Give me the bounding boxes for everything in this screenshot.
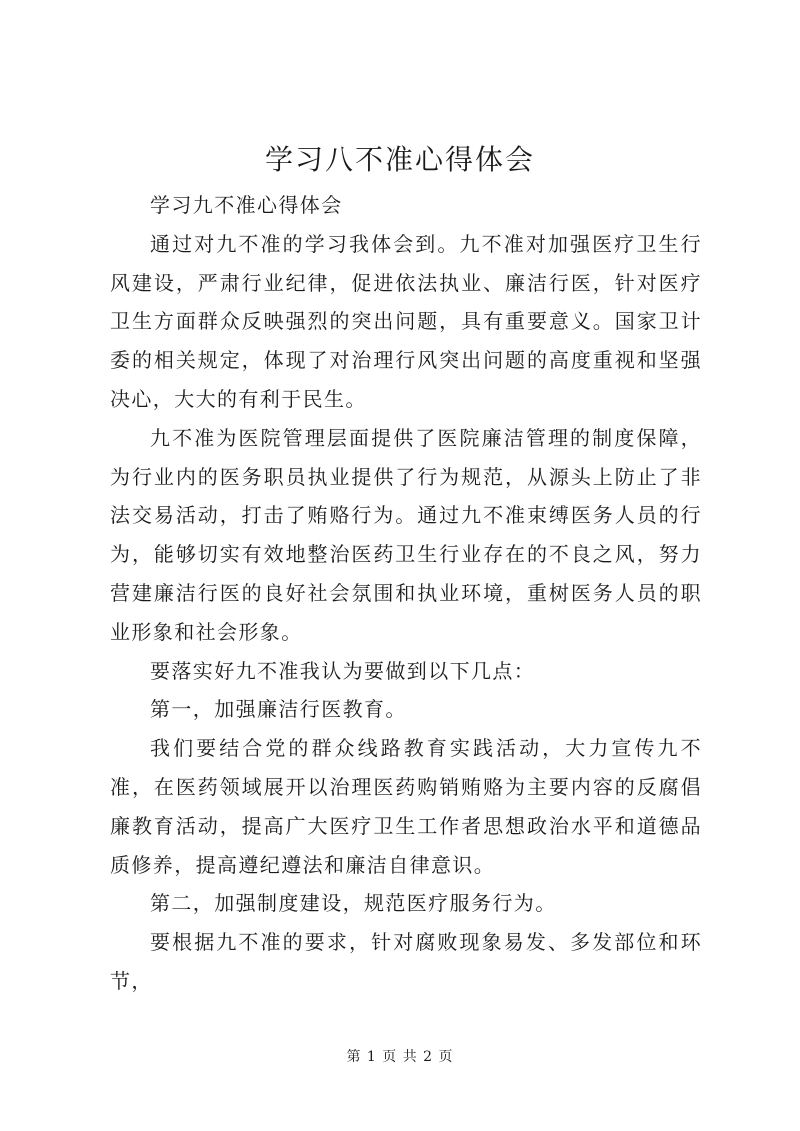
page-number-footer: 第 1 页 共 2 页: [346, 1049, 454, 1065]
section-heading: 第一，加强廉洁行医教育。: [150, 697, 407, 722]
paragraph: 通过对九不准的学习我体会到。九不准对加强医疗卫生行风建设，严肃行业纪律，促进依法执业、廉洁行医，针对医疗卫生方面群众反映强烈的突出问题，具有重要意义。国家卫计委的相关规定，体现了对治理行风突出问题的高度重视和坚强决心，大大的有利于民生。: [110, 231, 702, 411]
paragraph: 要落实好九不准我认为要做到以下几点：: [150, 658, 536, 683]
document-body: [110, 186, 702, 1001]
paragraph: 要根据九不准的要求，针对腐败现象易发、多发部位和环节，: [110, 930, 702, 993]
paragraph: 我们要结合党的群众线路教育实践活动，大力宣传九不准，在医药领域展开以治理医药购销贿赂为主要内容的反腐倡廉教育活动，提高广大医疗卫生工作者思想政治水平和道德品质修养，提高遵纪遵法和廉洁自律意识。: [110, 736, 702, 877]
section-heading: 第二，加强制度建设，规范医疗服务行为。: [150, 891, 557, 916]
paragraph: 九不准为医院管理层面提供了医院廉洁管理的制度保障，为行业内的医务职员执业提供了行为规范，从源头上防止了非法交易活动，打击了贿赂行为。通过九不准束缚医务人员的行为，能够切实有效地整治医药卫生行业存在的不良之风，努力营建廉洁行医的良好社会氛围和执业环境，重树医务人员的职业形象和社会形象。: [110, 425, 702, 644]
paragraph-subtitle: 学习九不准心得体会: [150, 193, 343, 217]
document-title: 学习八不准心得体会: [264, 143, 535, 176]
